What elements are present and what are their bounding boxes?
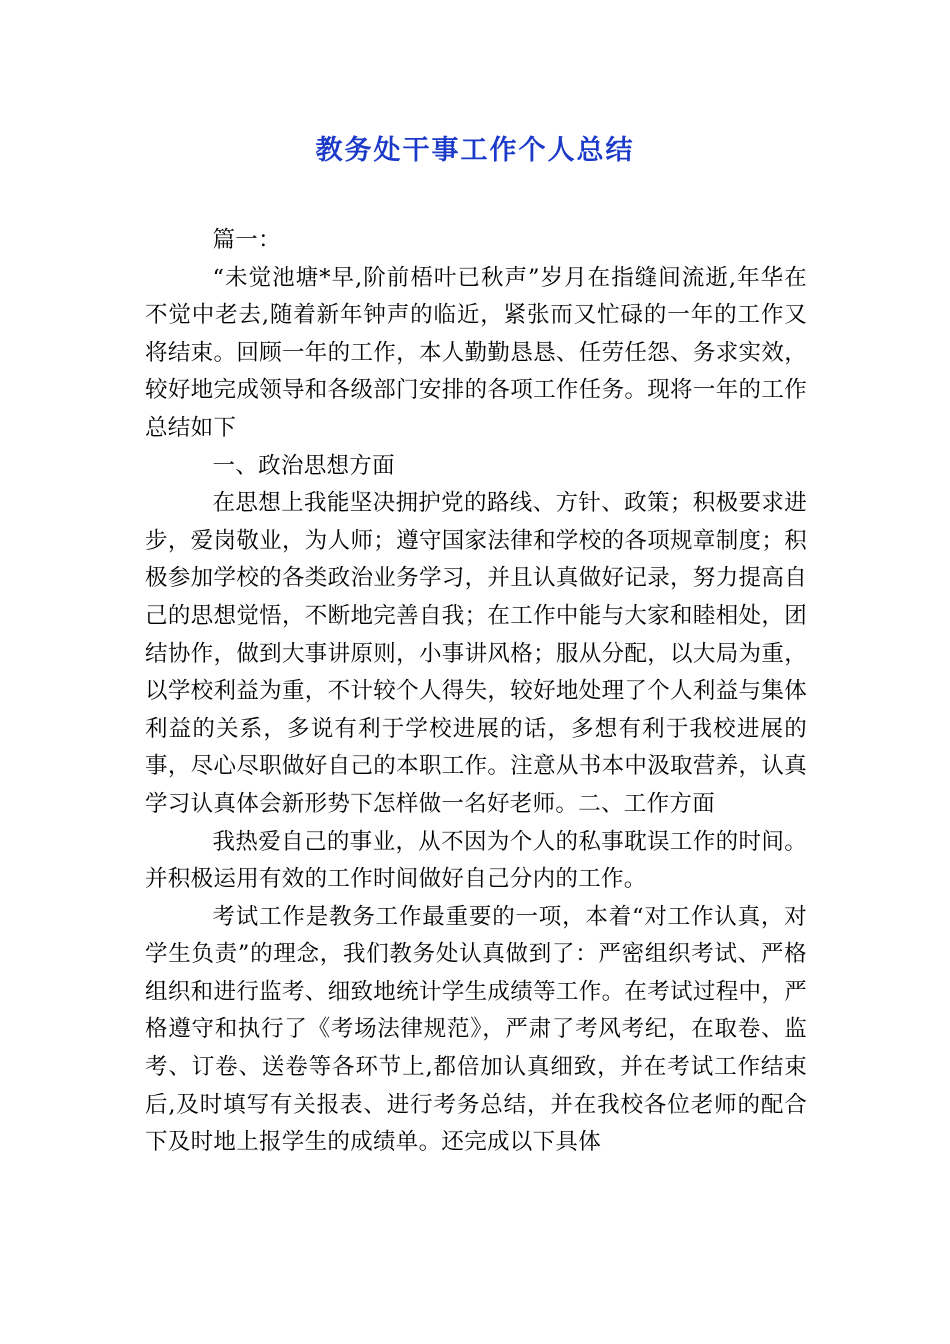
paragraph-heading-politics: 一、政治思想方面 xyxy=(212,452,395,479)
paragraph-intro: “未觉池塘*早,阶前梧叶已秋声”岁月在指缝间流逝,年华在不觉中老去,随着新年钟声的临近，紧张而又忙碌的一年的工作又将结束。回顾一年的工作，本人勤勤恳恳、任劳任怨、务求实效，较好地完成领导和各级部门安排的各项工作任务。现将一年的工作总结如下 xyxy=(145,264,807,441)
paragraph-exam-work: 考试工作是教务工作最重要的一项，本着“对工作认真，对学生负责”的理念，我们教务处认真做到了：严密组织考试、严格组织和进行监考、细致地统计学生成绩等工作。在考试过程中，严格遵守和执行了《考场法律规范》，严肃了考风考纪，在取卷、监考、订卷、送卷等各环节上,都倍加认真细致，并在考试工作结束后,及时填写有关报表、进行考务总结，并在我校各位老师的配合下及时地上报学生的成绩单。还完成以下具体 xyxy=(145,903,807,1156)
paragraph-section-label: 篇一： xyxy=(212,227,281,253)
document-body xyxy=(145,222,807,1162)
paragraph-politics: 在思想上我能坚决拥护党的路线、方针、政策；积极要求进步，爱岗敬业，为人师；遵守国家法律和学校的各项规章制度；积极参加学校的各类政治业务学习，并且认真做好记录，努力提高自己的思想觉悟，不断地完善自我；在工作中能与大家和睦相处，团结协作，做到大事讲原则，小事讲风格；服从分配，以大局为重，以学校利益为重，不计较个人得失，较好地处理了个人利益与集体利益的关系，多说有利于学校进展的话，多想有利于我校进展的事，尽心尽职做好自己的本职工作。注意从书本中汲取营养，认真学习认真体会新形势下怎样做一名好老师。二、工作方面 xyxy=(145,490,807,817)
document-title: 教务处干事工作个人总结 xyxy=(315,135,635,166)
paragraph-work-attitude: 我热爱自己的事业，从不因为个人的私事耽误工作的时间。并积极运用有效的工作时间做好自己分内的工作。 xyxy=(145,828,807,893)
